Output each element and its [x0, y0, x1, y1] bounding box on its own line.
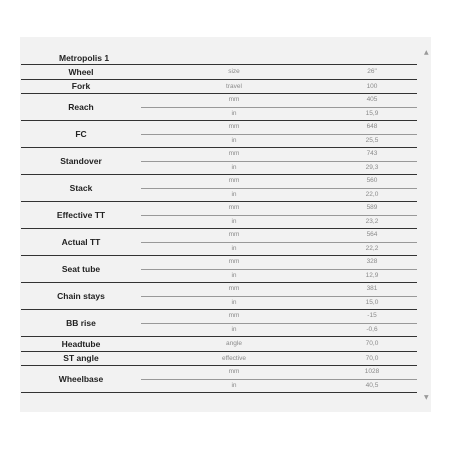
unit-cell: mm — [141, 94, 327, 108]
value-cell: 100 — [327, 79, 417, 94]
table-row — [21, 121, 417, 135]
value-cell: 40,5 — [327, 379, 417, 393]
value-cell: 743 — [327, 148, 417, 162]
unit-cell: mm — [141, 256, 327, 270]
unit-cell: in — [141, 323, 327, 337]
value-cell: 23,2 — [327, 215, 417, 229]
value-cell: 29,3 — [327, 161, 417, 175]
param-label: Reach — [21, 94, 141, 121]
param-label: Effective TT — [21, 202, 141, 229]
value-cell: -0,6 — [327, 323, 417, 337]
param-label: Headtube — [21, 337, 141, 352]
unit-cell: in — [141, 188, 327, 202]
unit-cell: in — [141, 107, 327, 121]
value-cell: 26" — [327, 65, 417, 80]
table-row — [21, 94, 417, 108]
value-cell: 70,0 — [327, 337, 417, 352]
value-cell: 381 — [327, 283, 417, 297]
unit-cell: mm — [141, 310, 327, 324]
unit-cell: in — [141, 242, 327, 256]
value-cell: 12,9 — [327, 269, 417, 283]
value-cell: 15,0 — [327, 296, 417, 310]
unit-cell: effective — [141, 351, 327, 366]
unit-cell: in — [141, 379, 327, 393]
value-cell: 405 — [327, 94, 417, 108]
table-row — [21, 337, 417, 352]
param-label: Actual TT — [21, 229, 141, 256]
model-title: Metropolis 1 — [21, 50, 417, 65]
value-cell: 564 — [327, 229, 417, 243]
param-label: Wheelbase — [21, 366, 141, 393]
unit-cell: mm — [141, 148, 327, 162]
value-cell: 1028 — [327, 366, 417, 380]
param-label: Chain stays — [21, 283, 141, 310]
unit-cell: mm — [141, 283, 327, 297]
value-cell: 22,2 — [327, 242, 417, 256]
unit-cell: mm — [141, 175, 327, 189]
scroll-down-icon[interactable]: ▼ — [424, 394, 429, 401]
table-row — [21, 202, 417, 216]
unit-cell: angle — [141, 337, 327, 352]
table-row — [21, 310, 417, 324]
param-label: Standover — [21, 148, 141, 175]
value-cell: 328 — [327, 256, 417, 270]
param-label: Seat tube — [21, 256, 141, 283]
geometry-table — [21, 50, 417, 393]
table-row — [21, 256, 417, 270]
unit-cell: in — [141, 161, 327, 175]
value-cell: 15,9 — [327, 107, 417, 121]
table-header-row — [21, 50, 417, 65]
unit-cell: mm — [141, 229, 327, 243]
table-row — [21, 229, 417, 243]
unit-cell: size — [141, 65, 327, 80]
table-row — [21, 148, 417, 162]
unit-cell: in — [141, 134, 327, 148]
table-row — [21, 366, 417, 380]
table-row — [21, 79, 417, 94]
param-label: Fork — [21, 79, 141, 94]
unit-cell: travel — [141, 79, 327, 94]
table-row — [21, 351, 417, 366]
table-row — [21, 283, 417, 297]
value-cell: -15 — [327, 310, 417, 324]
unit-cell: in — [141, 269, 327, 283]
param-label: Stack — [21, 175, 141, 202]
table-row — [21, 175, 417, 189]
unit-cell: in — [141, 215, 327, 229]
value-cell: 25,5 — [327, 134, 417, 148]
value-cell: 22,0 — [327, 188, 417, 202]
scroll-up-icon[interactable]: ▲ — [424, 49, 429, 56]
param-label: BB rise — [21, 310, 141, 337]
unit-cell: in — [141, 296, 327, 310]
value-cell: 70,0 — [327, 351, 417, 366]
unit-cell: mm — [141, 121, 327, 135]
unit-cell: mm — [141, 202, 327, 216]
param-label: FC — [21, 121, 141, 148]
table-row — [21, 65, 417, 80]
param-label: ST angle — [21, 351, 141, 366]
value-cell: 648 — [327, 121, 417, 135]
unit-cell: mm — [141, 366, 327, 380]
value-cell: 589 — [327, 202, 417, 216]
param-label: Wheel — [21, 65, 141, 80]
value-cell: 560 — [327, 175, 417, 189]
